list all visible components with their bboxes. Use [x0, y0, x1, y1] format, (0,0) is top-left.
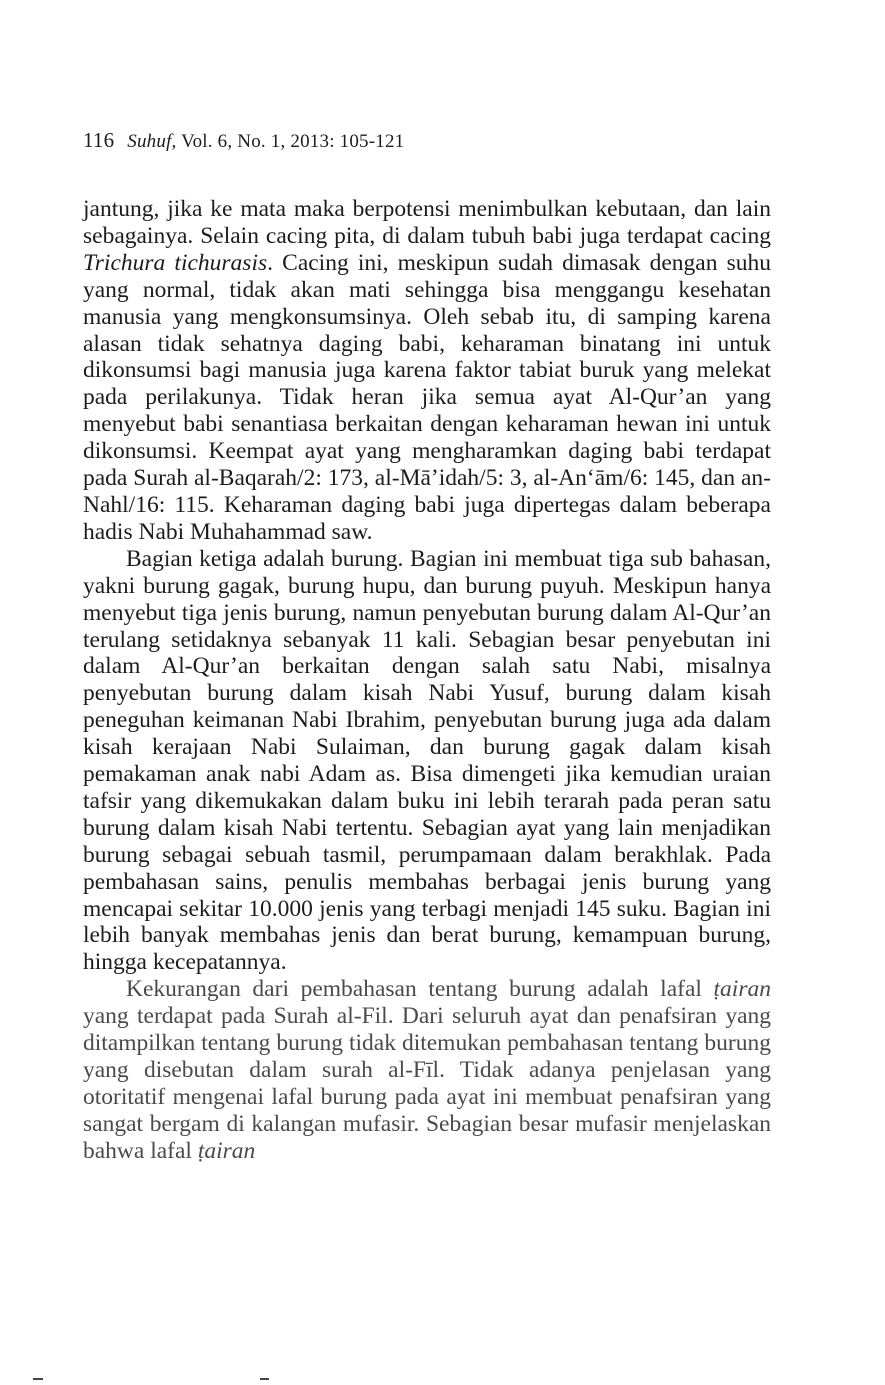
paragraph-critique-text-b: yang terdapat pada Surah al-Fil. Dari seluruh ayat dan penafsiran yang ditampilkan tentang burung tidak ditemukan pembahasan tentang burung yang disebutan dalam surah al-Fīl. Tidak adanya penjelasan yang otoritatif mengenai lafal burung pada ayat ini membuat penafsiran yang sangat bergam di kalangan mufasir. Sebagian besar mufasir menjelaskan bahwa lafal	[83, 1003, 771, 1164]
article-body	[83, 196, 771, 1165]
paragraph-pork	[83, 196, 771, 546]
paragraph-birds: Bagian ketiga adalah burung. Bagian ini membuat tiga sub bahasan, yakni burung gagak, burung hupu, dan burung puyuh. Meskipun hanya menyebut tiga jenis burung, namun penyebutan burung dalam Al-Qur’an terulang setidaknya sebanyak 11 kali. Sebagian besar penyebutan ini dalam Al-Qur’an berkaitan dengan salah satu Nabi, misalnya penyebutan burung dalam kisah Nabi Yusuf, burung dalam kisah peneguhan keimanan Nabi Ibrahim, penyebutan burung juga ada dalam kisah kerajaan Nabi Sulaiman, dan burung gagak dalam kisah pemakaman anak nabi Adam as. Bisa dimengeti jika kemudian uraian tafsir yang dikemukakan dalam buku ini lebih terarah pada peran satu burung dalam kisah Nabi tertentu. Sebagian ayat yang lain menjadikan burung sebagai sebuah tasmil, perumpamaan dalam berakhlak. Pada pembahasan sains, penulis membahas berbagai jenis burung yang mencapai sekitar 10.000 jenis yang terbagi menjadi 145 suku. Bagian ini lebih banyak membahas jenis dan berat burung, kemampuan burung, hingga kecepatannya.	[83, 545, 771, 976]
species-name: Trichura tichurasis	[83, 249, 268, 276]
journal-citation: Vol. 6, No. 1, 2013: 105-121	[181, 131, 405, 152]
journal-title: Suhuf,	[127, 131, 177, 152]
paragraph-pork-text-a: jantung, jika ke mata maka berpotensi menimbulkan kebutaan, dan lain sebagainya. Selain cacing pita, di dalam tubuh babi juga terdapat cacing	[83, 196, 771, 249]
term-tairan: ṭairan	[713, 976, 771, 1003]
scan-mark-left	[33, 1378, 43, 1380]
page-number: 116	[83, 128, 115, 152]
running-header	[83, 128, 404, 153]
paragraph-critique	[83, 976, 771, 1164]
paragraph-critique-text-a: Kekurangan dari pembahasan tentang burung adalah lafal	[126, 976, 714, 1003]
scan-mark-center	[260, 1378, 269, 1380]
paragraph-pork-text-b: . Cacing ini, meskipun sudah dimasak dengan suhu yang normal, tidak akan mati sehingga bisa menggangu kesehatan manusia yang mengkonsumsinya. Oleh sebab itu, di samping karena alasan tidak sehatnya daging babi, keharaman binatang ini untuk dikonsumsi bagi manusia juga karena faktor tabiat buruk yang melekat pada perilakunya. Tidak heran jika semua ayat Al-Qur’an yang menyebut babi senantiasa berkaitan dengan keharaman hewan ini untuk dikonsumsi. Keempat ayat yang mengharamkan daging babi terdapat pada Surah al-Baqarah/2: 173, al-Mā’idah/5: 3, al-An‘ām/6: 145, dan an-Nahl/16: 115. Keharaman daging babi juga dipertegas dalam beberapa hadis Nabi Muhahammad saw.	[83, 249, 771, 545]
term-tairan-end: ṭairan	[197, 1137, 256, 1164]
